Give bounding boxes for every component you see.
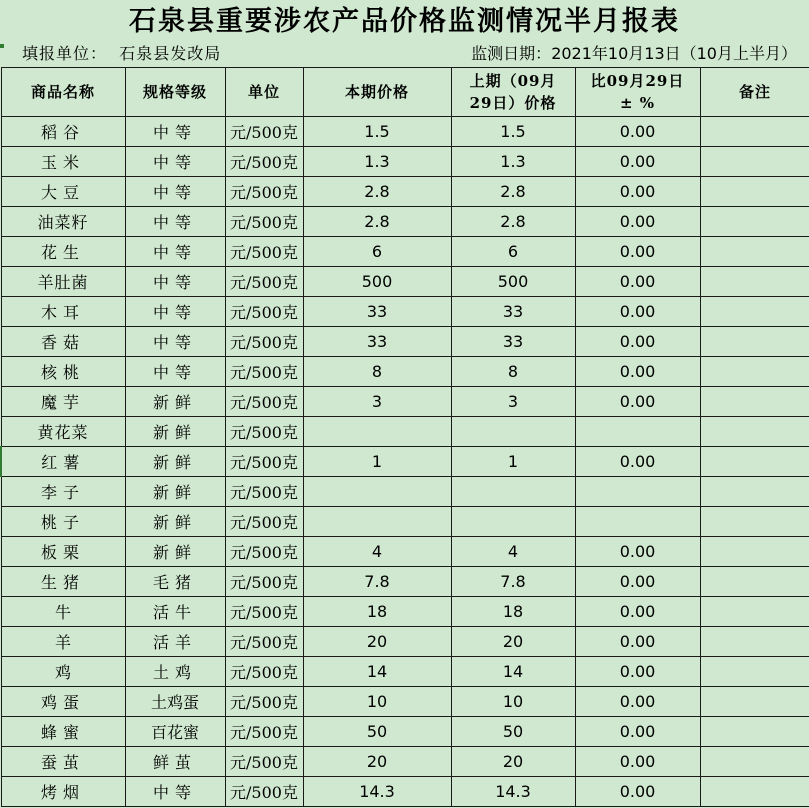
cell-change-percent[interactable]: 0.00 xyxy=(575,597,700,627)
table-body xyxy=(1,117,809,807)
cell-unit[interactable]: 元/500克 xyxy=(225,147,303,177)
cell-previous-price[interactable]: 6 xyxy=(451,237,575,267)
table-row xyxy=(1,207,809,237)
header-change-line2: ± % xyxy=(619,94,656,112)
cell-previous-price[interactable]: 4 xyxy=(451,537,575,567)
cell-name[interactable]: 板栗 xyxy=(1,537,125,567)
table-row xyxy=(1,297,809,327)
table-row xyxy=(1,357,809,387)
cell-note[interactable] xyxy=(700,597,809,627)
cell-previous-price[interactable]: 14.3 xyxy=(451,777,575,807)
cell-note[interactable] xyxy=(700,387,809,417)
cell-change-percent[interactable]: 0.00 xyxy=(575,327,700,357)
cell-name[interactable]: 黄花菜 xyxy=(1,417,125,447)
cell-name[interactable]: 花生 xyxy=(1,237,125,267)
cell-change-percent[interactable]: 0.00 xyxy=(575,357,700,387)
cell-unit[interactable]: 元/500克 xyxy=(225,597,303,627)
cell-previous-price[interactable]: 20 xyxy=(451,747,575,777)
cell-unit[interactable]: 元/500克 xyxy=(225,237,303,267)
cell-unit[interactable]: 元/500克 xyxy=(225,267,303,297)
cell-spec[interactable]: 中等 xyxy=(125,297,225,327)
cell-name[interactable]: 生猪 xyxy=(1,567,125,597)
cell-current-price[interactable]: 14.3 xyxy=(303,777,451,807)
cell-unit[interactable]: 元/500克 xyxy=(225,687,303,717)
cell-note[interactable] xyxy=(700,657,809,687)
cell-spec[interactable]: 毛猪 xyxy=(125,567,225,597)
cell-note[interactable] xyxy=(700,567,809,597)
cell-unit[interactable]: 元/500克 xyxy=(225,747,303,777)
cell-name[interactable]: 羊肚菌 xyxy=(1,267,125,297)
cell-change-percent[interactable]: 0.00 xyxy=(575,777,700,807)
table-row xyxy=(1,777,809,807)
cell-change-percent[interactable]: 0.00 xyxy=(575,267,700,297)
cell-note[interactable] xyxy=(700,147,809,177)
price-table xyxy=(0,67,809,807)
cell-note[interactable] xyxy=(700,357,809,387)
cell-spec[interactable]: 中等 xyxy=(125,147,225,177)
cell-change-percent[interactable]: 0.00 xyxy=(575,297,700,327)
cell-previous-price[interactable]: 1.3 xyxy=(451,147,575,177)
cell-spec[interactable]: 中等 xyxy=(125,207,225,237)
cell-name[interactable]: 羊 xyxy=(1,627,125,657)
cell-spec[interactable]: 土鸡 xyxy=(125,657,225,687)
cell-spec[interactable]: 新鲜 xyxy=(125,537,225,567)
cell-unit[interactable]: 元/500克 xyxy=(225,507,303,537)
table-row xyxy=(1,267,809,297)
cell-name[interactable]: 魔芋 xyxy=(1,387,125,417)
table-row xyxy=(1,537,809,567)
cell-change-percent[interactable]: 0.00 xyxy=(575,147,700,177)
cell-spec[interactable]: 土鸡蛋 xyxy=(125,687,225,717)
cell-spec[interactable]: 中等 xyxy=(125,117,225,147)
header-spec[interactable]: 规格等级 xyxy=(125,68,225,117)
table-row xyxy=(1,327,809,357)
cell-note[interactable] xyxy=(700,687,809,717)
cell-current-price[interactable]: 2.8 xyxy=(303,177,451,207)
cell-note[interactable] xyxy=(700,717,809,747)
report-meta xyxy=(0,42,809,66)
header-current-price[interactable]: 本期价格 xyxy=(303,68,451,117)
table-row xyxy=(1,477,809,507)
fill-unit-value: 石泉县发改局 xyxy=(119,44,222,63)
cell-previous-price[interactable]: 8 xyxy=(451,357,575,387)
cell-name[interactable]: 玉米 xyxy=(1,147,125,177)
cell-name[interactable]: 核桃 xyxy=(1,357,125,387)
cell-current-price[interactable]: 6 xyxy=(303,237,451,267)
cell-note[interactable] xyxy=(700,537,809,567)
monitor-date-value: 2021年10月13日（10月上半月） xyxy=(551,44,797,63)
cell-unit[interactable]: 元/500克 xyxy=(225,117,303,147)
cell-change-percent[interactable]: 0.00 xyxy=(575,207,700,237)
cell-unit[interactable]: 元/500克 xyxy=(225,357,303,387)
cell-current-price[interactable] xyxy=(303,477,451,507)
cell-note[interactable] xyxy=(700,477,809,507)
cell-previous-price[interactable] xyxy=(451,417,575,447)
cell-spec[interactable]: 中等 xyxy=(125,177,225,207)
cell-previous-price[interactable]: 1 xyxy=(451,447,575,477)
cell-unit[interactable]: 元/500克 xyxy=(225,207,303,237)
cell-unit[interactable]: 元/500克 xyxy=(225,777,303,807)
cell-unit[interactable]: 元/500克 xyxy=(225,177,303,207)
table-header-row xyxy=(1,68,809,117)
cell-previous-price[interactable]: 1.5 xyxy=(451,117,575,147)
cell-note[interactable] xyxy=(700,777,809,807)
table-row xyxy=(1,597,809,627)
table-row xyxy=(1,177,809,207)
cell-note[interactable] xyxy=(700,177,809,207)
fill-unit-label: 填报单位： xyxy=(22,44,108,63)
cell-unit[interactable]: 元/500克 xyxy=(225,567,303,597)
cell-previous-price[interactable]: 14 xyxy=(451,657,575,687)
cell-spec[interactable]: 中等 xyxy=(125,777,225,807)
cell-name[interactable]: 烤烟 xyxy=(1,777,125,807)
monitor-date-label: 监测日期： xyxy=(471,44,552,63)
cell-name[interactable]: 桃子 xyxy=(1,507,125,537)
cell-change-percent[interactable]: 0.00 xyxy=(575,447,700,477)
cell-previous-price[interactable]: 2.8 xyxy=(451,177,575,207)
table-row xyxy=(1,687,809,717)
cell-spec[interactable]: 活羊 xyxy=(125,627,225,657)
cell-previous-price[interactable] xyxy=(451,477,575,507)
table-row xyxy=(1,717,809,747)
cell-change-percent[interactable]: 0.00 xyxy=(575,747,700,777)
cell-note[interactable] xyxy=(700,297,809,327)
cell-note[interactable] xyxy=(700,117,809,147)
header-previous-price-line2: 29日）价格 xyxy=(469,94,557,112)
cell-spec[interactable]: 中等 xyxy=(125,357,225,387)
cell-change-percent[interactable]: 0.00 xyxy=(575,567,700,597)
cell-change-percent[interactable]: 0.00 xyxy=(575,387,700,417)
cell-change-percent[interactable] xyxy=(575,507,700,537)
cell-name[interactable]: 李子 xyxy=(1,477,125,507)
cell-spec[interactable]: 新鲜 xyxy=(125,447,225,477)
cell-spec[interactable]: 新鲜 xyxy=(125,387,225,417)
cell-unit[interactable]: 元/500克 xyxy=(225,297,303,327)
cell-note[interactable] xyxy=(700,627,809,657)
table-row xyxy=(1,447,809,477)
cell-spec[interactable]: 活牛 xyxy=(125,597,225,627)
table-row xyxy=(1,237,809,267)
cell-unit[interactable]: 元/500克 xyxy=(225,477,303,507)
cell-name[interactable]: 蜂蜜 xyxy=(1,717,125,747)
cell-current-price[interactable]: 50 xyxy=(303,717,451,747)
cell-current-price[interactable]: 1.3 xyxy=(303,147,451,177)
header-name[interactable]: 商品名称 xyxy=(1,68,125,117)
cell-unit[interactable]: 元/500克 xyxy=(225,537,303,567)
cell-current-price[interactable]: 1 xyxy=(303,447,451,477)
cell-name[interactable]: 鸡蛋 xyxy=(1,687,125,717)
cell-change-percent[interactable]: 0.00 xyxy=(575,537,700,567)
cell-change-percent[interactable]: 0.00 xyxy=(575,177,700,207)
cell-change-percent[interactable]: 0.00 xyxy=(575,627,700,657)
table-row xyxy=(1,117,809,147)
cell-name[interactable]: 牛 xyxy=(1,597,125,627)
cell-current-price[interactable]: 1.5 xyxy=(303,117,451,147)
cell-change-percent[interactable]: 0.00 xyxy=(575,657,700,687)
header-unit[interactable]: 单位 xyxy=(225,68,303,117)
cell-spec[interactable]: 鲜茧 xyxy=(125,747,225,777)
cell-spec[interactable]: 新鲜 xyxy=(125,477,225,507)
cell-current-price[interactable]: 33 xyxy=(303,327,451,357)
cell-note[interactable] xyxy=(700,447,809,477)
header-change-line1: 比09月29日 xyxy=(590,72,685,90)
cell-change-percent[interactable]: 0.00 xyxy=(575,717,700,747)
cell-name[interactable]: 稻谷 xyxy=(1,117,125,147)
table-row xyxy=(1,507,809,537)
cell-unit[interactable]: 元/500克 xyxy=(225,657,303,687)
cell-selection-marker xyxy=(0,44,4,48)
cell-spec[interactable]: 中等 xyxy=(125,327,225,357)
cell-current-price[interactable]: 2.8 xyxy=(303,207,451,237)
cell-name[interactable]: 大豆 xyxy=(1,177,125,207)
cell-unit[interactable]: 元/500克 xyxy=(225,327,303,357)
cell-previous-price[interactable]: 2.8 xyxy=(451,207,575,237)
table-row xyxy=(1,627,809,657)
cell-unit[interactable]: 元/500克 xyxy=(225,627,303,657)
cell-change-percent[interactable]: 0.00 xyxy=(575,237,700,267)
cell-previous-price[interactable]: 10 xyxy=(451,687,575,717)
table-row xyxy=(1,747,809,777)
cell-current-price[interactable]: 500 xyxy=(303,267,451,297)
fill-unit xyxy=(22,42,221,66)
cell-current-price[interactable]: 20 xyxy=(303,627,451,657)
header-previous-price[interactable] xyxy=(451,68,575,117)
cell-change-percent[interactable]: 0.00 xyxy=(575,117,700,147)
monitor-date xyxy=(471,42,797,66)
cell-change-percent[interactable] xyxy=(575,477,700,507)
cell-previous-price[interactable]: 33 xyxy=(451,297,575,327)
cell-current-price[interactable]: 18 xyxy=(303,597,451,627)
header-note[interactable]: 备注 xyxy=(700,68,809,117)
cell-unit[interactable]: 元/500克 xyxy=(225,417,303,447)
cell-current-price[interactable]: 8 xyxy=(303,357,451,387)
cell-name[interactable]: 香菇 xyxy=(1,327,125,357)
cell-previous-price[interactable]: 3 xyxy=(451,387,575,417)
cell-previous-price[interactable]: 33 xyxy=(451,327,575,357)
table-row xyxy=(1,147,809,177)
cell-note[interactable] xyxy=(700,207,809,237)
header-previous-price-line1: 上期（09月 xyxy=(469,72,557,90)
cell-current-price[interactable]: 7.8 xyxy=(303,567,451,597)
cell-spec[interactable]: 中等 xyxy=(125,237,225,267)
cell-change-percent[interactable] xyxy=(575,417,700,447)
cell-spec[interactable]: 新鲜 xyxy=(125,507,225,537)
cell-current-price[interactable]: 10 xyxy=(303,687,451,717)
cell-current-price[interactable] xyxy=(303,507,451,537)
cell-current-price[interactable]: 4 xyxy=(303,537,451,567)
cell-name[interactable]: 鸡 xyxy=(1,657,125,687)
cell-previous-price[interactable]: 500 xyxy=(451,267,575,297)
cell-current-price[interactable]: 33 xyxy=(303,297,451,327)
cell-name[interactable]: 红薯 xyxy=(1,447,125,477)
cell-note[interactable] xyxy=(700,237,809,267)
cell-unit[interactable]: 元/500克 xyxy=(225,387,303,417)
table-row xyxy=(1,417,809,447)
report-title: 石泉县重要涉农产品价格监测情况半月报表 xyxy=(129,6,680,37)
cell-note[interactable] xyxy=(700,507,809,537)
cell-previous-price[interactable]: 50 xyxy=(451,717,575,747)
table-row xyxy=(1,567,809,597)
cell-spec[interactable]: 新鲜 xyxy=(125,417,225,447)
cell-note[interactable] xyxy=(700,327,809,357)
cell-note[interactable] xyxy=(700,267,809,297)
cell-spec[interactable]: 中等 xyxy=(125,267,225,297)
cell-previous-price[interactable] xyxy=(451,507,575,537)
header-change-percent[interactable] xyxy=(575,68,700,117)
cell-note[interactable] xyxy=(700,747,809,777)
cell-previous-price[interactable]: 7.8 xyxy=(451,567,575,597)
cell-current-price[interactable]: 3 xyxy=(303,387,451,417)
cell-name[interactable]: 蚕茧 xyxy=(1,747,125,777)
cell-current-price[interactable] xyxy=(303,417,451,447)
cell-unit[interactable]: 元/500克 xyxy=(225,717,303,747)
table-row xyxy=(1,387,809,417)
cell-name[interactable]: 木耳 xyxy=(1,297,125,327)
cell-spec[interactable]: 百花蜜 xyxy=(125,717,225,747)
table-row xyxy=(1,657,809,687)
cell-current-price[interactable]: 20 xyxy=(303,747,451,777)
cell-current-price[interactable]: 14 xyxy=(303,657,451,687)
cell-previous-price[interactable]: 20 xyxy=(451,627,575,657)
cell-change-percent[interactable]: 0.00 xyxy=(575,687,700,717)
cell-note[interactable] xyxy=(700,417,809,447)
cell-unit[interactable]: 元/500克 xyxy=(225,447,303,477)
cell-previous-price[interactable]: 18 xyxy=(451,597,575,627)
cell-name[interactable]: 油菜籽 xyxy=(1,207,125,237)
